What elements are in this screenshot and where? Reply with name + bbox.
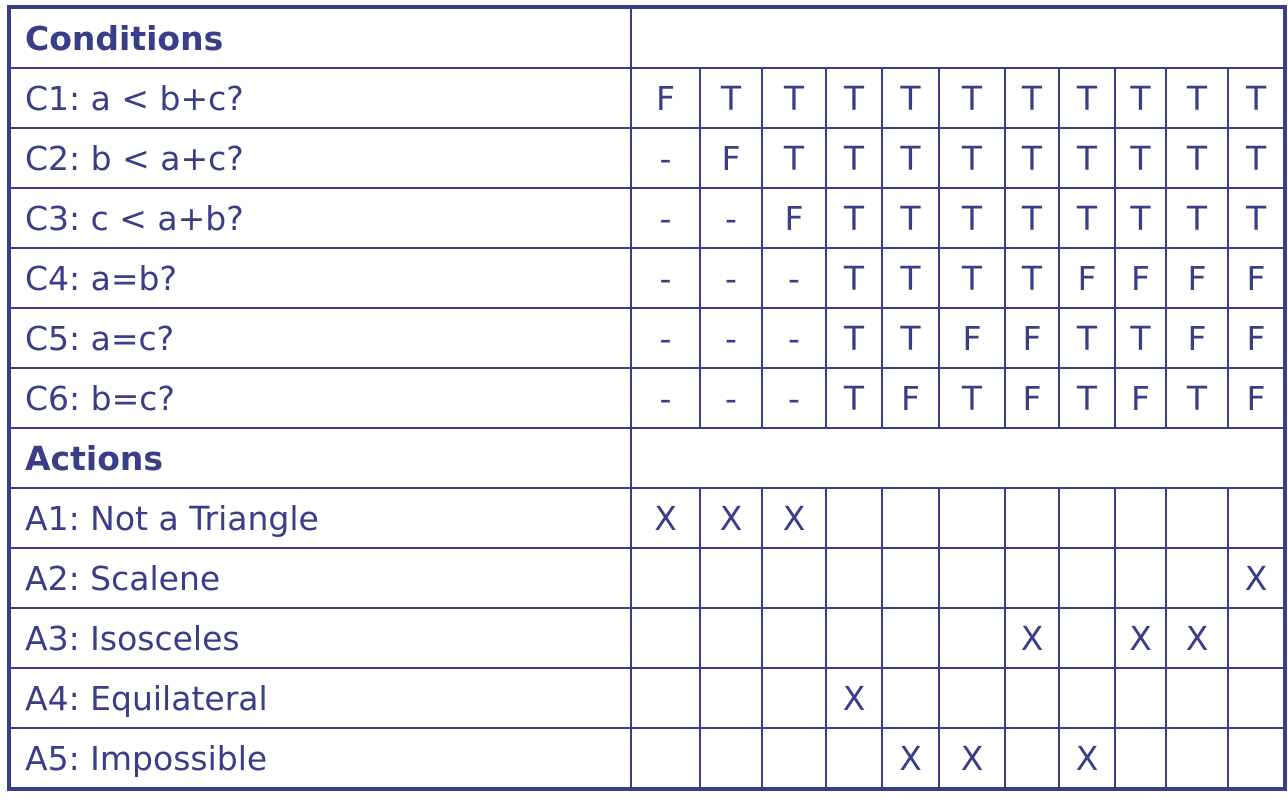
condition-value-cell: T xyxy=(1228,188,1285,248)
action-value-cell xyxy=(1059,608,1115,668)
action-value-cell xyxy=(700,608,762,668)
actions-header-filler xyxy=(631,428,1285,488)
action-value-cell xyxy=(882,548,939,608)
condition-row-1 xyxy=(9,68,1285,128)
condition-value-cell: F xyxy=(1005,308,1059,368)
action-value-cell xyxy=(882,668,939,728)
condition-value-cell: F xyxy=(762,188,826,248)
action-value-cell xyxy=(826,488,882,548)
condition-value-cell: - xyxy=(762,368,826,428)
action-value-cell: X xyxy=(1115,608,1166,668)
condition-value-cell: T xyxy=(882,128,939,188)
condition-value-cell: T xyxy=(1115,308,1166,368)
condition-value-cell: T xyxy=(1059,368,1115,428)
condition-value-cell: F xyxy=(882,368,939,428)
condition-value-cell: F xyxy=(1005,368,1059,428)
action-value-cell xyxy=(700,668,762,728)
condition-row-6 xyxy=(9,368,1285,428)
condition-value-cell: T xyxy=(1228,128,1285,188)
action-row-2 xyxy=(9,548,1285,608)
action-value-cell xyxy=(631,728,700,789)
action-value-cell xyxy=(762,548,826,608)
action-value-cell: X xyxy=(939,728,1005,789)
action-value-cell: X xyxy=(1059,728,1115,789)
action-value-cell xyxy=(1005,488,1059,548)
action-value-cell xyxy=(1228,608,1285,668)
actions-header-row xyxy=(9,428,1285,488)
condition-value-cell: T xyxy=(939,248,1005,308)
condition-value-cell: F xyxy=(1115,368,1166,428)
action-value-cell xyxy=(1115,668,1166,728)
action-row-3 xyxy=(9,608,1285,668)
decision-table xyxy=(7,5,1287,791)
action-value-cell xyxy=(631,668,700,728)
action-row-4 xyxy=(9,668,1285,728)
condition-value-cell: T xyxy=(1166,368,1228,428)
condition-value-cell: T xyxy=(826,128,882,188)
condition-value-cell: T xyxy=(1166,188,1228,248)
condition-value-cell: F xyxy=(1228,248,1285,308)
condition-value-cell: - xyxy=(631,368,700,428)
condition-value-cell: - xyxy=(631,248,700,308)
action-value-cell xyxy=(882,488,939,548)
condition-label: C1: a < b+c? xyxy=(9,68,631,128)
condition-value-cell: - xyxy=(631,308,700,368)
condition-value-cell: T xyxy=(1059,188,1115,248)
condition-value-cell: T xyxy=(1166,128,1228,188)
action-value-cell: X xyxy=(1005,608,1059,668)
condition-value-cell: T xyxy=(882,308,939,368)
action-label: A1: Not a Triangle xyxy=(9,488,631,548)
action-row-1 xyxy=(9,488,1285,548)
action-value-cell xyxy=(1005,668,1059,728)
condition-row-2 xyxy=(9,128,1285,188)
condition-value-cell: T xyxy=(1166,68,1228,128)
action-value-cell xyxy=(631,608,700,668)
condition-value-cell: F xyxy=(1166,248,1228,308)
condition-value-cell: T xyxy=(1228,68,1285,128)
condition-value-cell: - xyxy=(700,368,762,428)
action-value-cell xyxy=(762,728,826,789)
condition-value-cell: F xyxy=(1166,308,1228,368)
condition-row-3 xyxy=(9,188,1285,248)
action-value-cell: X xyxy=(762,488,826,548)
condition-value-cell: T xyxy=(939,368,1005,428)
action-label: A4: Equilateral xyxy=(9,668,631,728)
condition-value-cell: T xyxy=(826,308,882,368)
action-value-cell xyxy=(1115,488,1166,548)
action-value-cell xyxy=(762,668,826,728)
condition-value-cell: T xyxy=(1115,128,1166,188)
condition-value-cell: T xyxy=(826,368,882,428)
condition-value-cell: T xyxy=(1115,188,1166,248)
action-value-cell xyxy=(762,608,826,668)
action-value-cell xyxy=(882,608,939,668)
condition-row-4 xyxy=(9,248,1285,308)
conditions-section-title: Conditions xyxy=(9,7,631,68)
condition-value-cell: F xyxy=(1115,248,1166,308)
condition-value-cell: T xyxy=(1005,128,1059,188)
condition-value-cell: T xyxy=(1059,68,1115,128)
condition-value-cell: F xyxy=(1228,368,1285,428)
action-label: A3: Isosceles xyxy=(9,608,631,668)
condition-value-cell: T xyxy=(882,188,939,248)
action-value-cell xyxy=(1059,548,1115,608)
condition-value-cell: T xyxy=(939,128,1005,188)
action-row-5 xyxy=(9,728,1285,789)
action-value-cell xyxy=(1059,488,1115,548)
condition-value-cell: T xyxy=(826,68,882,128)
action-value-cell xyxy=(939,608,1005,668)
condition-value-cell: T xyxy=(762,128,826,188)
condition-value-cell: T xyxy=(1005,248,1059,308)
actions-section-title: Actions xyxy=(9,428,631,488)
action-value-cell: X xyxy=(631,488,700,548)
conditions-header-filler xyxy=(631,7,1285,68)
condition-label: C2: b < a+c? xyxy=(9,128,631,188)
condition-value-cell: T xyxy=(1115,68,1166,128)
condition-value-cell: T xyxy=(882,248,939,308)
action-value-cell xyxy=(1115,728,1166,789)
action-value-cell xyxy=(700,548,762,608)
action-value-cell xyxy=(939,668,1005,728)
action-value-cell xyxy=(1166,548,1228,608)
action-value-cell xyxy=(700,728,762,789)
action-value-cell xyxy=(631,548,700,608)
condition-row-5 xyxy=(9,308,1285,368)
action-value-cell xyxy=(1166,488,1228,548)
action-value-cell xyxy=(826,608,882,668)
condition-value-cell: F xyxy=(939,308,1005,368)
condition-label: C6: b=c? xyxy=(9,368,631,428)
action-value-cell: X xyxy=(826,668,882,728)
action-value-cell xyxy=(1005,728,1059,789)
action-value-cell xyxy=(1115,548,1166,608)
condition-label: C3: c < a+b? xyxy=(9,188,631,248)
condition-label: C4: a=b? xyxy=(9,248,631,308)
condition-value-cell: - xyxy=(762,308,826,368)
action-label: A5: Impossible xyxy=(9,728,631,789)
table-body xyxy=(9,7,1285,789)
condition-value-cell: T xyxy=(1059,128,1115,188)
condition-value-cell: T xyxy=(939,188,1005,248)
condition-value-cell: T xyxy=(826,188,882,248)
action-value-cell xyxy=(1166,728,1228,789)
condition-value-cell: F xyxy=(1059,248,1115,308)
condition-value-cell: T xyxy=(826,248,882,308)
condition-value-cell: - xyxy=(700,248,762,308)
condition-label: C5: a=c? xyxy=(9,308,631,368)
action-value-cell xyxy=(1166,668,1228,728)
condition-value-cell: T xyxy=(700,68,762,128)
condition-value-cell: F xyxy=(700,128,762,188)
condition-value-cell: F xyxy=(631,68,700,128)
action-value-cell xyxy=(1005,548,1059,608)
condition-value-cell: T xyxy=(1005,68,1059,128)
condition-value-cell: T xyxy=(762,68,826,128)
action-value-cell: X xyxy=(700,488,762,548)
condition-value-cell: T xyxy=(939,68,1005,128)
action-value-cell xyxy=(1228,668,1285,728)
condition-value-cell: T xyxy=(1059,308,1115,368)
action-value-cell xyxy=(1059,668,1115,728)
condition-value-cell: - xyxy=(631,188,700,248)
action-value-cell: X xyxy=(1228,548,1285,608)
condition-value-cell: - xyxy=(631,128,700,188)
condition-value-cell: T xyxy=(1005,188,1059,248)
action-label: A2: Scalene xyxy=(9,548,631,608)
action-value-cell xyxy=(1228,488,1285,548)
action-value-cell: X xyxy=(882,728,939,789)
action-value-cell xyxy=(826,728,882,789)
condition-value-cell: - xyxy=(700,308,762,368)
condition-value-cell: - xyxy=(700,188,762,248)
condition-value-cell: - xyxy=(762,248,826,308)
condition-value-cell: T xyxy=(882,68,939,128)
condition-value-cell: F xyxy=(1228,308,1285,368)
action-value-cell xyxy=(1228,728,1285,789)
action-value-cell xyxy=(939,548,1005,608)
conditions-header-row xyxy=(9,7,1285,68)
action-value-cell xyxy=(939,488,1005,548)
action-value-cell xyxy=(826,548,882,608)
action-value-cell: X xyxy=(1166,608,1228,668)
